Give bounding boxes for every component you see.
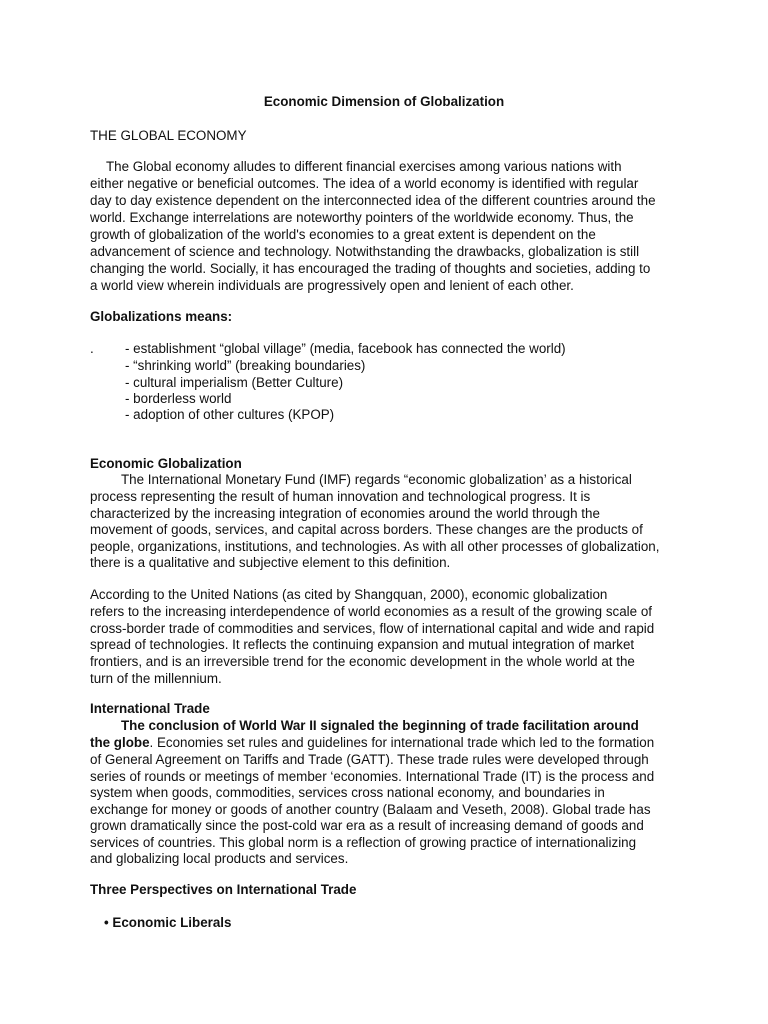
paragraph-line: grown dramatically since the post-cold war era as a result of increasing demand of goods and <box>90 818 644 833</box>
paragraph-line: system when goods, commodities, services cross national economy, and boundaries in <box>90 785 605 800</box>
paragraph-line: turn of the millennium. <box>90 671 222 686</box>
bullet-item: • Economic Liberals <box>104 915 232 930</box>
line-rest: . Economies set rules and guidelines for international trade which led to the formation <box>149 735 655 750</box>
list-item: - cultural imperialism (Better Culture) <box>125 375 344 390</box>
paragraph-line: spread of technologies. It reflects the continuing expansion and mutual integration of market <box>90 637 635 652</box>
paragraph-line: either negative or beneficial outcomes. The idea of a world economy is identified with regular <box>90 176 639 191</box>
paragraph-line: and globalizing local products and services. <box>90 851 349 866</box>
paragraph-line: characterized by the increasing integration of economies around the world through the <box>90 506 600 521</box>
paragraph-line: series of rounds or meetings of member ‘economies. International Trade (IT) is the process and <box>90 769 655 784</box>
paragraph-line: refers to the increasing interdependence of world economies as a result of the growing scale of <box>90 604 652 619</box>
paragraph-line: of General Agreement on Tariffs and Trade (GATT). These trade rules were developed through <box>90 752 649 767</box>
paragraph-line: world. Exchange interrelations are noteworthy pointers of the worldwide economy. Thus, the <box>90 210 634 225</box>
list-item: - adoption of other cultures (KPOP) <box>125 407 335 422</box>
section-heading-three-perspectives: Three Perspectives on International Trade <box>90 882 357 897</box>
paragraph-line: According to the United Nations (as cited by Shangquan, 2000), economic globalization <box>90 587 608 602</box>
bold-phrase: the globe <box>90 735 150 750</box>
section-heading-global-economy: THE GLOBAL ECONOMY <box>90 128 247 143</box>
paragraph-line: people, organizations, institutions, and technologies. As with all other processes of globalization, <box>90 539 660 554</box>
paragraph-line: services of countries. This global norm is a reflection of growing practice of internationalizing <box>90 835 637 850</box>
bold-paragraph-line: The conclusion of World War II signaled the beginning of trade facilitation around <box>121 718 639 733</box>
section-heading-globalizations-means: Globalizations means: <box>90 309 233 324</box>
paragraph-line-mixed <box>90 734 654 751</box>
paragraph-line: frontiers, and is an irreversible trend for the economic development in the whole world at the <box>90 654 635 669</box>
paragraph-line: process representing the result of human innovation and technological progress. It is <box>90 489 591 504</box>
paragraph-line: growth of globalization of the world's economies to a great extent is dependent on the <box>90 227 596 242</box>
paragraph-line: advancement of science and technology. Notwithstanding the drawbacks, globalization is still <box>90 244 640 259</box>
paragraph-line: day to day existence dependent on the interconnected idea of the different countries around the <box>90 193 656 208</box>
list-item: - borderless world <box>125 391 232 406</box>
document-title: Economic Dimension of Globalization <box>263 94 505 109</box>
paragraph-line: The International Monetary Fund (IMF) regards “economic globalization’ as a historical <box>121 472 632 487</box>
paragraph-line: cross-border trade of commodities and services, flow of international capital and wide and rapid <box>90 621 655 636</box>
paragraph-line: there is a qualitative and subjective element to this definition. <box>90 555 451 570</box>
paragraph-line: a world view wherein individuals are progressively open and lenient of each other. <box>90 278 574 293</box>
section-heading-international-trade: International Trade <box>90 701 210 716</box>
list-item: - “shrinking world” (breaking boundaries) <box>125 358 366 373</box>
paragraph-line: movement of goods, services, and capital across borders. These changes are the products of <box>90 522 643 537</box>
list-item: - establishment “global village” (media, facebook has connected the world) <box>125 341 566 356</box>
paragraph-line: exchange for money or goods of another country (Balaam and Veseth, 2008). Global trade has <box>90 802 651 817</box>
paragraph-line: The Global economy alludes to different financial exercises among various nations with <box>106 159 622 174</box>
paragraph-line: changing the world. Socially, it has encouraged the trading of thoughts and societies, adding to <box>90 261 651 276</box>
list-marker: . <box>90 341 94 356</box>
section-heading-economic-globalization: Economic Globalization <box>90 456 242 471</box>
